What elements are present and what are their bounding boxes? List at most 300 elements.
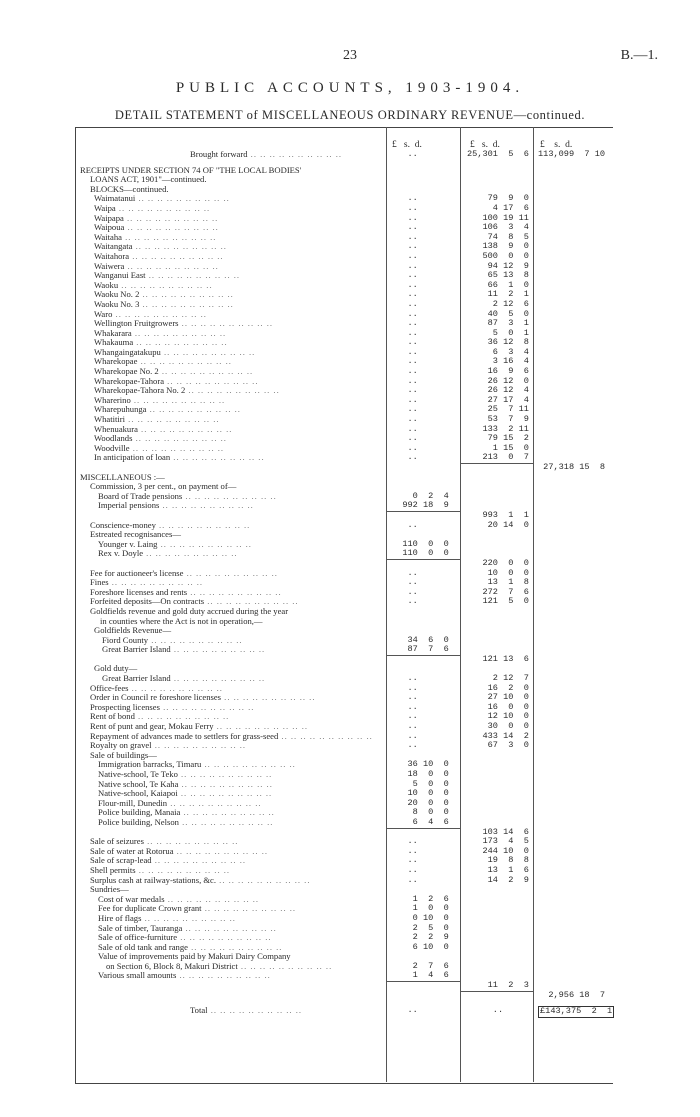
leader-dots: .. .. .. .. .. .. .. .. .. .. (134, 712, 230, 722)
leader-dots: .. .. .. .. .. .. .. .. .. .. (173, 846, 268, 856)
row-description-text: Flour-mill, Dunedin (98, 798, 168, 808)
amount-c1: 1 0 0 (392, 903, 449, 914)
ledger-row (80, 924, 610, 934)
leader-dots: .. .. .. .. .. .. .. .. .. .. (170, 453, 265, 463)
row-description-text: Wanganui East (94, 271, 146, 281)
amount-c2: 103 14 6 (467, 826, 529, 837)
amount-c2: 2 12 6 (467, 298, 529, 309)
ledger-row (80, 329, 610, 339)
ledger-row (80, 319, 610, 329)
ledger-row (80, 150, 610, 160)
ledger-row (80, 492, 610, 502)
row-description-text: Cost of war medals (98, 894, 165, 904)
leader-dots: .. .. .. .. .. .. .. .. .. .. (128, 683, 223, 693)
row-description (94, 204, 380, 214)
amount-c1: .. (392, 452, 418, 463)
column-header-2: £ s. d. (470, 140, 500, 150)
amount-c1: 6 10 0 (392, 941, 449, 952)
ledger-row (80, 617, 610, 627)
ledger-row (80, 473, 610, 483)
column-header-3: £ s. d. (540, 140, 573, 150)
ledger-row (80, 674, 610, 684)
amount-c2: 30 0 0 (467, 721, 529, 732)
amount-c2: 25 7 11 (467, 404, 529, 415)
ledger-row (80, 386, 610, 396)
amount-c2: 2 12 7 (467, 673, 529, 684)
ledger-row (80, 732, 610, 742)
row-description (94, 194, 380, 204)
leader-dots: .. .. .. .. .. .. .. .. .. .. (118, 280, 213, 290)
row-description (90, 722, 380, 732)
ledger-row (80, 569, 610, 579)
leader-dots: .. .. .. .. .. .. .. .. .. .. (213, 722, 308, 732)
ledger-row (80, 405, 610, 415)
ledger-row (80, 876, 610, 886)
amount-c1: .. (392, 318, 418, 329)
ledger-row (80, 991, 610, 1001)
row-description (94, 434, 380, 444)
leader-dots: .. .. .. .. .. .. .. .. .. .. (247, 150, 342, 159)
document-reference: B.—1. (620, 48, 658, 63)
leader-dots: .. .. .. .. .. .. .. .. .. .. (176, 971, 271, 981)
amount-c2: 25,301 5 6 (467, 149, 529, 159)
row-description (90, 482, 380, 492)
page-heading: PUBLIC ACCOUNTS, 1903-1904. (175, 80, 525, 96)
row-description (98, 780, 380, 790)
leader-dots: .. .. .. .. .. .. .. .. .. .. (178, 817, 274, 827)
leader-dots: .. .. .. .. .. .. .. .. .. .. (124, 261, 219, 271)
ledger-row (80, 626, 610, 636)
row-description (90, 597, 380, 607)
amount-c1: .. (392, 414, 418, 425)
leader-dots: .. .. .. .. .. .. .. .. .. .. (160, 347, 256, 357)
amount-c2: 433 14 2 (467, 730, 529, 741)
amount-c1: 2 5 0 (392, 922, 449, 933)
row-description (94, 357, 380, 367)
amount-c2: 213 0 7 (467, 452, 529, 463)
ledger-row (80, 636, 610, 646)
row-description-text: Goldfields Revenue— (94, 626, 172, 636)
amount-c1: .. (392, 337, 418, 348)
ledger-row (80, 943, 610, 953)
amount-c1: 10 0 0 (392, 788, 449, 799)
amount-c1: .. (392, 356, 418, 367)
amount-c1: .. (392, 385, 418, 396)
row-description-text: Forfeited deposits—On contracts (90, 597, 205, 607)
leader-dots: .. .. .. .. .. .. .. .. .. .. (141, 913, 236, 923)
row-description-text: Waiwera (94, 261, 125, 271)
leader-dots: .. .. .. .. .. .. .. .. .. .. (123, 213, 219, 223)
leader-dots: .. .. .. .. .. .. .. .. .. .. (170, 674, 266, 684)
leader-dots: .. .. .. .. .. .. .. .. .. .. (112, 309, 207, 319)
ledger-row (80, 645, 610, 655)
amount-c2: 12 10 0 (467, 711, 529, 722)
amount-c1: .. (392, 231, 418, 242)
amount-c1: 2 7 6 (392, 960, 449, 971)
amount-c1: 8 0 0 (392, 807, 449, 818)
leader-dots: .. .. .. .. .. .. .. .. .. .. (129, 251, 224, 261)
ledger-row (80, 847, 610, 857)
row-description (98, 492, 380, 502)
leader-dots: .. .. .. .. .. .. .. .. .. .. (204, 597, 299, 607)
leader-dots: .. .. .. .. .. .. .. .. .. .. (159, 501, 254, 511)
ledger-row (80, 751, 610, 761)
row-description (94, 329, 380, 339)
row-description-text: RECEIPTS UNDER SECTION 74 OF "THE LOCAL BODIES' (80, 165, 302, 175)
ledger-row (80, 482, 610, 492)
leader-dots: .. .. .. .. .. .. .. .. .. .. (143, 837, 239, 847)
leader-dots: .. .. .. .. .. .. .. .. .. .. (130, 395, 226, 405)
leader-dots: .. .. .. .. .. .. .. .. .. .. (182, 923, 277, 933)
amount-c2: 27 17 4 (467, 394, 529, 405)
ledger-row (80, 300, 610, 310)
row-description-text: Waoku No. 3 (94, 299, 140, 309)
row-description (94, 262, 380, 272)
row-description-text: Wharekopae-Tahora (94, 376, 165, 386)
leader-dots: .. .. .. .. .. .. .. .. .. .. (177, 789, 273, 799)
row-description (90, 732, 380, 742)
amount-c2: 993 1 1 (467, 509, 529, 520)
ledger-row (80, 703, 610, 713)
row-description-text: Waipa (94, 203, 116, 213)
leader-dots: .. .. .. .. .. .. .. .. .. .. (177, 933, 272, 943)
row-description (98, 501, 380, 511)
amount-c2: .. (467, 1005, 504, 1016)
row-description-text: Conscience-money (90, 520, 156, 530)
amount-c1: .. (392, 308, 418, 319)
leader-dots: .. .. .. .. .. .. .. .. .. .. (137, 424, 233, 434)
row-description-text: on Section 6, Block 8, Makuri District (106, 961, 238, 971)
ledger-row (80, 453, 610, 463)
leader-dots: .. .. .. .. .. .. .. .. .. .. (135, 194, 230, 204)
ledger-row (80, 664, 610, 674)
ledger-row (80, 463, 610, 473)
amount-c1: .. (392, 682, 418, 693)
row-description (90, 866, 380, 876)
row-description-text: Foreshore licenses and rents (90, 587, 188, 597)
row-description (102, 674, 380, 684)
leader-dots: .. .. .. .. .. .. .. .. .. .. (170, 645, 266, 655)
amount-c1: .. (392, 298, 418, 309)
ledger-row (80, 885, 610, 895)
row-description-text: Woodville (94, 443, 130, 453)
leader-dots: .. .. .. .. .. .. .. .. .. .. (278, 731, 373, 741)
row-description (94, 664, 380, 674)
amount-c1: .. (392, 212, 418, 223)
leader-dots: .. .. .. .. .. .. .. .. .. .. (221, 693, 316, 703)
row-description-text: Total (190, 1006, 208, 1016)
row-description-text: Native-school, Te Teko (98, 770, 178, 779)
ledger-row (80, 981, 610, 991)
row-description (94, 386, 380, 396)
row-description-text: Fee for duplicate Crown grant (98, 904, 202, 914)
row-description-text: Immigration barracks, Timaru (98, 760, 202, 770)
row-description-text: Prospecting licenses (90, 702, 160, 712)
amount-c2: 13 1 6 (467, 864, 529, 875)
leader-dots: .. .. .. .. .. .. .. .. .. .. (182, 491, 277, 501)
leader-dots: .. .. .. .. .. .. .. .. .. .. (139, 290, 234, 300)
row-description (100, 617, 380, 627)
row-description-text: Rent of punt and gear, Mokau Ferry (90, 722, 214, 732)
row-description (94, 377, 380, 387)
amount-c2: 65 13 8 (467, 270, 529, 281)
row-description-text: Whakauma (94, 338, 134, 348)
row-description (94, 405, 380, 415)
leader-dots: .. .. .. .. .. .. .. .. .. .. (187, 587, 282, 597)
amount-c1: .. (392, 442, 418, 453)
ledger-row (80, 281, 610, 291)
amount-c1: .. (392, 423, 418, 434)
row-description-text: Order in Council re foreshore licenses (90, 693, 222, 703)
row-description (90, 847, 380, 857)
row-description (94, 300, 380, 310)
row-description-text: Surplus cash at railway-stations, &c. (90, 875, 217, 885)
ledger-row (80, 914, 610, 924)
row-description-text: Rent of bond (90, 712, 135, 722)
amount-c1: .. (392, 346, 418, 357)
amount-c2: 16 2 0 (467, 682, 529, 693)
row-description (102, 636, 380, 646)
ledger-row (80, 770, 610, 780)
amount-c1: 1 4 6 (392, 970, 449, 981)
amount-c1: .. (392, 836, 418, 847)
leader-dots: .. .. .. .. .. .. .. .. .. .. (157, 539, 252, 549)
amount-c2: 27 10 0 (467, 692, 529, 703)
amount-c1: .. (392, 596, 418, 607)
ledger-row (80, 367, 610, 377)
row-description (90, 751, 380, 761)
row-description-text: Sale of water at Rotorua (90, 846, 174, 856)
amount-c2: 87 3 1 (467, 318, 529, 329)
row-description (94, 233, 380, 243)
amount-c1: .. (392, 1005, 418, 1016)
amount-c2: 20 14 0 (467, 519, 529, 530)
leader-dots: .. .. .. .. .. .. .. .. .. .. (132, 242, 227, 252)
amount-c2: 79 15 2 (467, 433, 529, 444)
ledger-row (80, 895, 610, 905)
row-description-text: Commission, 3 per cent., on payment of— (90, 482, 237, 492)
amount-c3: 2,956 18 7 (538, 989, 606, 1000)
leader-dots: .. .. .. .. .. .. .. .. .. .. (164, 376, 259, 386)
row-description-text: Native school, Te Kaha (98, 779, 179, 789)
amount-c2: 40 5 0 (467, 308, 529, 319)
amount-c1: .. (392, 366, 418, 377)
ledger-row (80, 204, 610, 214)
row-description (94, 396, 380, 406)
amount-c2: 272 7 6 (467, 586, 529, 597)
amount-c2: 67 3 0 (467, 740, 529, 751)
leader-dots: .. .. .. .. .. .. .. .. .. .. (167, 798, 262, 808)
ledger-row (80, 233, 610, 243)
row-description-text: Waimatanui (94, 194, 136, 204)
row-description-text: Whakarara (94, 328, 132, 338)
row-description (94, 338, 380, 348)
amount-c2: 36 12 8 (467, 337, 529, 348)
amount-c2: 500 0 0 (467, 250, 529, 261)
row-description (90, 607, 380, 617)
leader-dots: .. .. .. .. .. .. .. .. .. .. (158, 367, 254, 377)
amount-c2: 26 12 0 (467, 375, 529, 386)
ledger-row (80, 722, 610, 732)
row-description (94, 444, 380, 454)
ledger-row (80, 348, 610, 358)
row-description (90, 712, 380, 722)
amount-c1: 20 0 0 (392, 797, 449, 808)
amount-c1: .. (392, 721, 418, 732)
leader-dots: .. .. .. .. .. .. .. .. .. .. (125, 415, 220, 425)
row-description (90, 684, 380, 694)
leader-dots: .. .. .. .. .. .. .. .. .. .. (178, 779, 273, 789)
row-description-text: MISCELLANEOUS :— (80, 472, 165, 482)
row-description (90, 856, 380, 866)
row-description-text: Waipoua (94, 223, 125, 233)
ledger-row (80, 741, 610, 751)
ledger-row (80, 712, 610, 722)
row-description-text: Gold duty— (94, 664, 138, 674)
amount-c1: .. (392, 711, 418, 722)
leader-dots: .. .. .. .. .. .. .. .. .. .. (151, 856, 247, 866)
ledger-row (80, 194, 610, 204)
leader-dots: .. .. .. .. .. .. .. .. .. .. (148, 635, 243, 645)
row-description-text: Various small amounts (98, 971, 177, 981)
ledger-row (80, 262, 610, 272)
leader-dots: .. .. .. .. .. .. .. .. .. .. (164, 894, 260, 904)
row-description-text: Waoku No. 2 (94, 290, 140, 300)
row-description (90, 578, 380, 588)
row-description (94, 310, 380, 320)
row-description-text: Waitangata (94, 242, 133, 252)
row-description (90, 693, 380, 703)
amount-c1: .. (392, 692, 418, 703)
leader-dots: .. .. .. .. .. .. .. .. .. .. (121, 232, 217, 242)
ledger-row (80, 511, 610, 521)
amount-c1: .. (392, 149, 418, 159)
amount-c1: .. (392, 519, 418, 530)
leader-dots: .. .. .. .. .. .. .. .. .. .. (132, 434, 227, 444)
row-description (94, 252, 380, 262)
amount-c2: 4 17 6 (467, 202, 529, 213)
row-description (98, 818, 380, 828)
amount-c1: 5 0 0 (392, 778, 449, 789)
row-description (90, 185, 380, 195)
ledger-row (80, 597, 610, 607)
ledger-row (80, 578, 610, 588)
ledger-row (80, 377, 610, 387)
row-description-text: Value of improvements paid by Makuri Dairy Company (98, 952, 291, 962)
amount-c2: 133 2 11 (467, 423, 529, 434)
row-description (90, 876, 380, 886)
ledger-row (80, 760, 610, 770)
row-description (94, 626, 380, 636)
row-description-text: Great Barrier Island (102, 674, 171, 684)
ledger-row (80, 185, 610, 195)
row-description-text: Fee for auctioneer's license (90, 568, 184, 578)
amount-c1: .. (392, 586, 418, 597)
row-description-text: Rex v. Doyle (98, 549, 144, 559)
row-description (98, 540, 380, 550)
row-description (94, 367, 380, 377)
ledger-row (80, 962, 610, 972)
row-description (98, 952, 380, 962)
ledger-row (80, 252, 610, 262)
amount-c2: 121 5 0 (467, 596, 529, 607)
amount-c2: 220 0 0 (467, 557, 529, 568)
row-description-text: Waipapa (94, 213, 124, 223)
amount-c1: .. (392, 270, 418, 281)
amount-c1: .. (392, 433, 418, 444)
ledger-row (80, 444, 610, 454)
amount-c2: 3 16 4 (467, 356, 529, 367)
leader-dots: .. .. .. .. .. .. .. .. .. .. (151, 741, 247, 751)
ledger-row (80, 540, 610, 550)
ledger-row (80, 780, 610, 790)
ledger-row (80, 837, 610, 847)
ledger-row (80, 607, 610, 617)
leader-dots: .. .. .. .. .. .. .. .. .. .. (137, 357, 232, 367)
amount-c1: .. (392, 740, 418, 751)
amount-c1: .. (392, 673, 418, 684)
amount-c3: 27,318 15 8 (538, 462, 606, 472)
row-description-text: Wharekopae No. 2 (94, 367, 159, 377)
amount-c1: 87 7 6 (392, 644, 449, 655)
row-description-text: Waitahora (94, 251, 130, 261)
row-description-text: Wellington Fruitgrowers (94, 319, 179, 329)
ledger-row (80, 357, 610, 367)
amount-c1: 6 4 6 (392, 816, 449, 827)
row-description-text: Office-fees (90, 683, 129, 693)
row-description-text: Sale of office-furniture (98, 933, 178, 943)
row-description-text: Brought forward (190, 150, 248, 159)
amount-c2: 53 7 9 (467, 414, 529, 425)
amount-c1: 110 0 0 (392, 538, 449, 549)
amount-c2: 100 19 11 (467, 212, 529, 223)
row-description (90, 521, 380, 531)
ledger-row (80, 655, 610, 665)
amount-c2: 11 2 1 (467, 289, 529, 300)
ledger-row (80, 828, 610, 838)
amount-c1: .. (392, 279, 418, 290)
row-description (90, 588, 380, 598)
leader-dots: .. .. .. .. .. .. .. .. .. .. (139, 299, 234, 309)
ledger-row (80, 856, 610, 866)
row-description-text: Native-school, Kaiapoi (98, 789, 178, 799)
ledger-row (80, 166, 610, 176)
ledger-row (80, 521, 610, 531)
ledger-row (80, 290, 610, 300)
amount-c1: .. (392, 327, 418, 338)
amount-c1: .. (392, 404, 418, 415)
leader-dots: .. .. .. .. .. .. .. .. .. .. (129, 443, 225, 453)
ledger-row (80, 271, 610, 281)
ledger-row (80, 866, 610, 876)
row-description (80, 166, 380, 176)
amount-c1: .. (392, 202, 418, 213)
amount-c1: 18 0 0 (392, 769, 449, 779)
leader-dots: .. .. .. .. .. .. .. .. .. .. (187, 942, 283, 952)
amount-c2: 11 2 3 (467, 980, 529, 991)
ledger-row (80, 684, 610, 694)
leader-dots: .. .. .. .. .. .. .. .. .. .. (178, 319, 273, 329)
leader-dots: .. .. .. .. .. .. .. .. .. .. (201, 904, 297, 914)
row-description-text: Whangaingatakupu (94, 347, 161, 357)
row-description-text: Sale of timber, Tauranga (98, 923, 183, 933)
amount-c2: 79 9 0 (467, 193, 529, 204)
leader-dots: .. .. .. .. .. .. .. .. .. .. (124, 223, 219, 233)
amount-c2: 26 12 4 (467, 385, 529, 396)
row-description-text: Great Barrier Island (102, 645, 171, 655)
row-description (98, 760, 380, 770)
row-description-text: Repayment of advances made to settlers for grass-seed (90, 731, 279, 741)
